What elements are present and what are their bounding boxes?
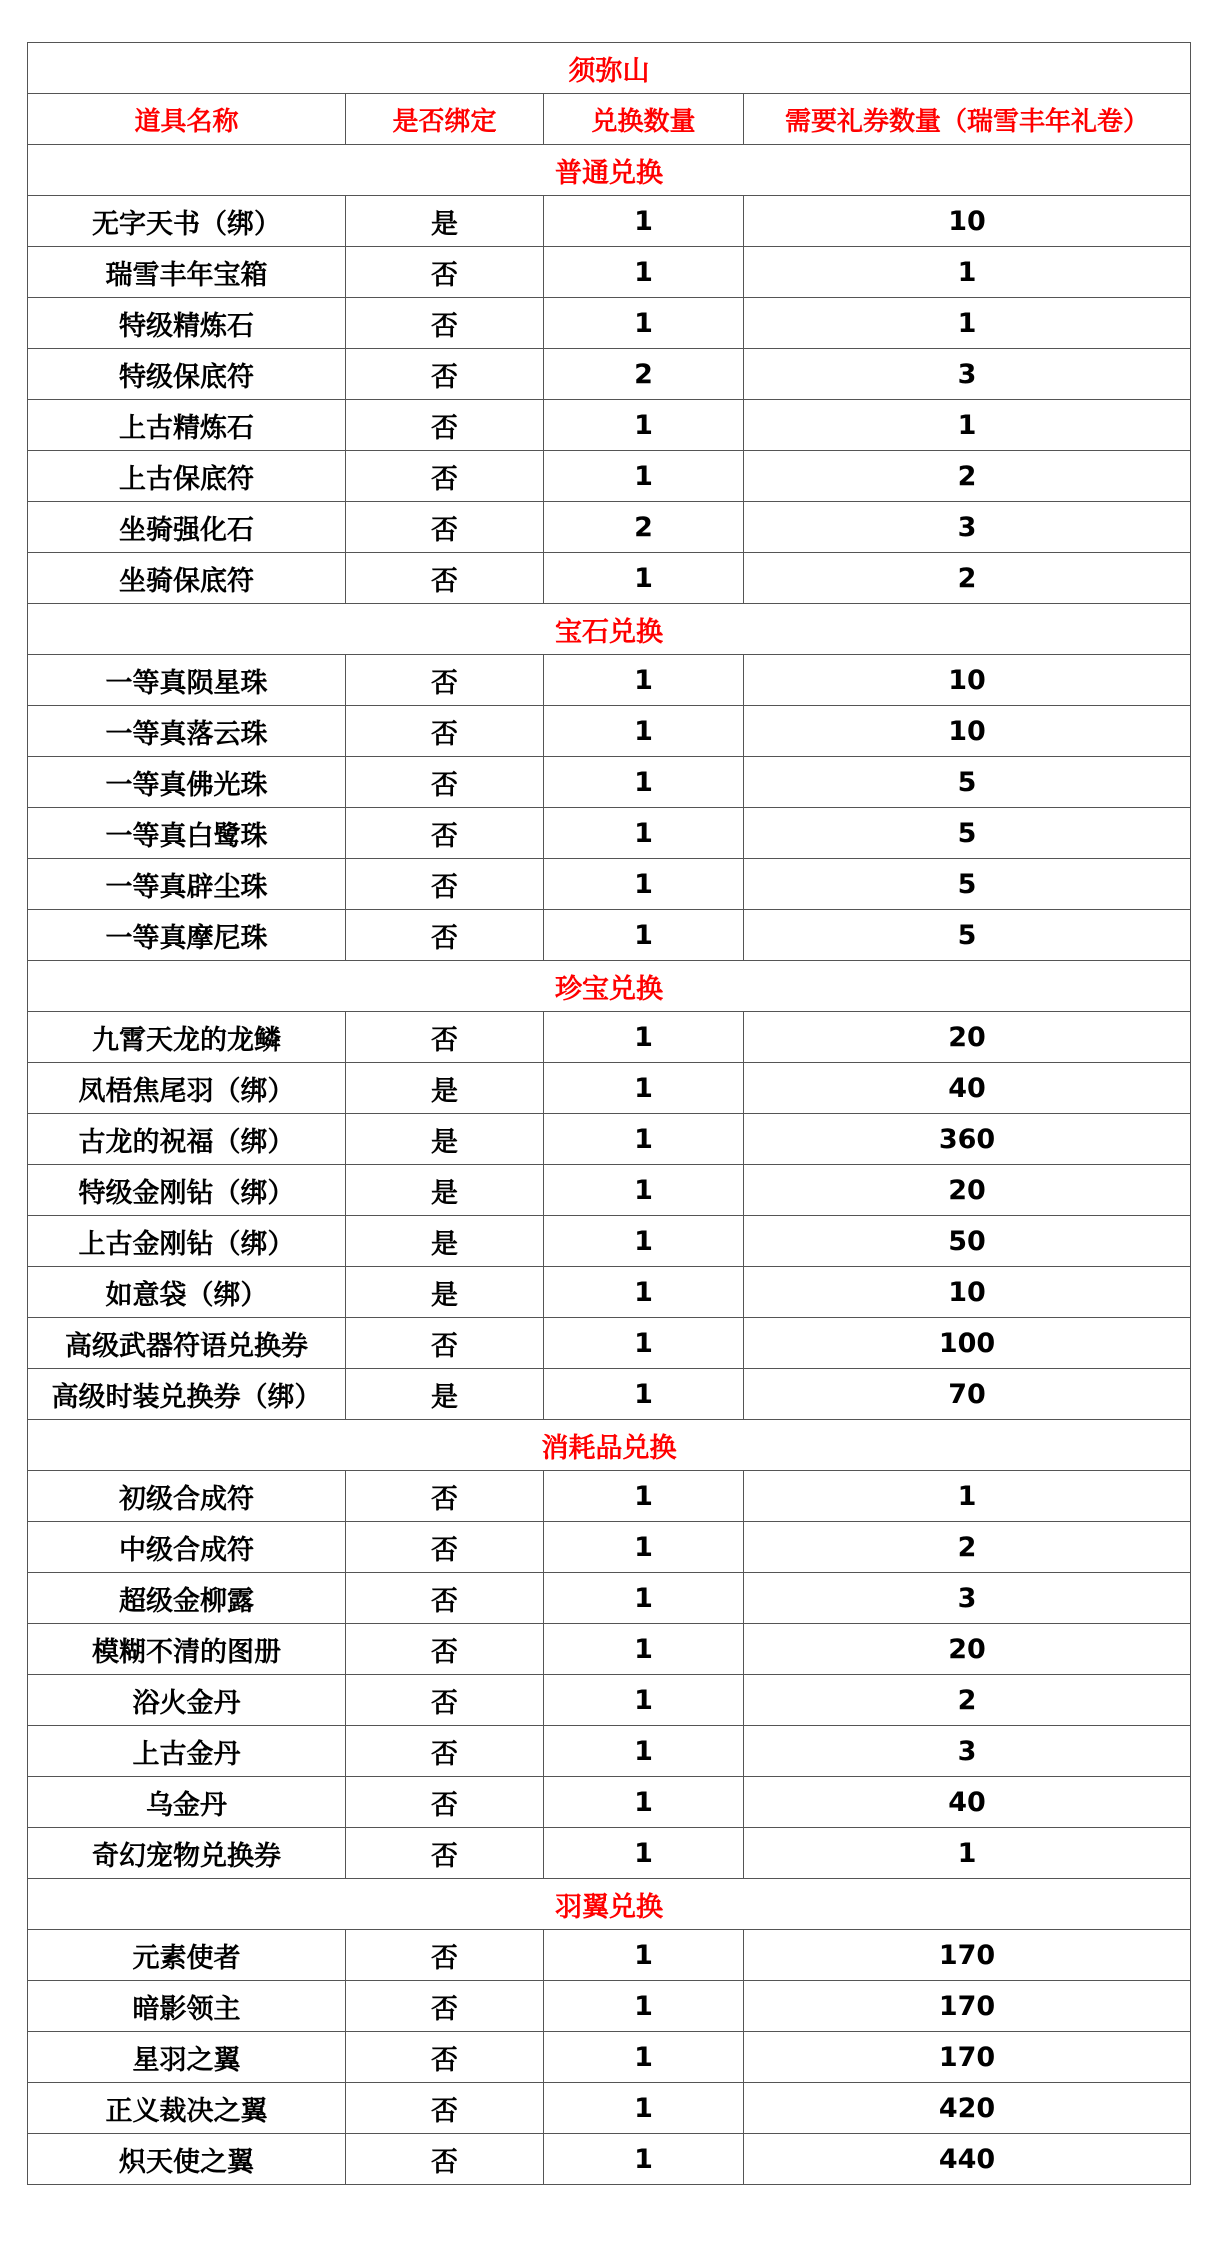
item-name: 高级时装兑换券（绑） — [28, 1369, 346, 1420]
item-name: 无字天书（绑） — [28, 196, 346, 247]
bound-flag: 否 — [346, 502, 544, 553]
bound-flag: 否 — [346, 553, 544, 604]
voucher-cost: 420 — [744, 2083, 1191, 2134]
table-row — [28, 1726, 1191, 1777]
bound-flag: 否 — [346, 1777, 544, 1828]
voucher-cost: 170 — [744, 2032, 1191, 2083]
table-row — [28, 706, 1191, 757]
bound-flag: 否 — [346, 1318, 544, 1369]
bound-flag: 否 — [346, 1828, 544, 1879]
bound-flag: 否 — [346, 1471, 544, 1522]
exchange-quantity: 2 — [544, 349, 744, 400]
bound-flag: 否 — [346, 2134, 544, 2185]
item-name: 坐骑强化石 — [28, 502, 346, 553]
header-voucher-cost: 需要礼券数量（瑞雪丰年礼卷） — [744, 94, 1191, 145]
section-title: 普通兑换 — [28, 145, 1191, 196]
exchange-quantity: 1 — [544, 1522, 744, 1573]
exchange-quantity: 1 — [544, 1675, 744, 1726]
voucher-cost: 3 — [744, 1726, 1191, 1777]
exchange-quantity: 1 — [544, 1726, 744, 1777]
table-row — [28, 2134, 1191, 2185]
item-name: 高级武器符语兑换券 — [28, 1318, 346, 1369]
table-row — [28, 1675, 1191, 1726]
table-row — [28, 2032, 1191, 2083]
title-row — [28, 43, 1191, 94]
bound-flag: 否 — [346, 1522, 544, 1573]
bound-flag: 否 — [346, 1624, 544, 1675]
table-row — [28, 349, 1191, 400]
item-name: 初级合成符 — [28, 1471, 346, 1522]
table-row — [28, 2083, 1191, 2134]
header-bound: 是否绑定 — [346, 94, 544, 145]
voucher-cost: 10 — [744, 1267, 1191, 1318]
table-row — [28, 553, 1191, 604]
voucher-cost: 1 — [744, 247, 1191, 298]
item-name: 超级金柳露 — [28, 1573, 346, 1624]
item-name: 上古保底符 — [28, 451, 346, 502]
table-row — [28, 1522, 1191, 1573]
section-row — [28, 1879, 1191, 1930]
bound-flag: 否 — [346, 1726, 544, 1777]
exchange-quantity: 1 — [544, 706, 744, 757]
table-row — [28, 1930, 1191, 1981]
item-name: 凤梧焦尾羽（绑） — [28, 1063, 346, 1114]
table-row — [28, 1114, 1191, 1165]
exchange-quantity: 1 — [544, 247, 744, 298]
section-title: 珍宝兑换 — [28, 961, 1191, 1012]
item-name: 浴火金丹 — [28, 1675, 346, 1726]
bound-flag: 是 — [346, 1165, 544, 1216]
item-name: 特级金刚钻（绑） — [28, 1165, 346, 1216]
voucher-cost: 1 — [744, 1471, 1191, 1522]
table-row — [28, 859, 1191, 910]
exchange-quantity: 1 — [544, 2032, 744, 2083]
voucher-cost: 3 — [744, 502, 1191, 553]
table-row — [28, 451, 1191, 502]
table-row — [28, 1573, 1191, 1624]
voucher-cost: 5 — [744, 757, 1191, 808]
table-row — [28, 910, 1191, 961]
voucher-cost: 1 — [744, 298, 1191, 349]
voucher-cost: 20 — [744, 1624, 1191, 1675]
voucher-cost: 170 — [744, 1930, 1191, 1981]
section-title: 宝石兑换 — [28, 604, 1191, 655]
item-name: 古龙的祝福（绑） — [28, 1114, 346, 1165]
section-row — [28, 145, 1191, 196]
item-name: 坐骑保底符 — [28, 553, 346, 604]
item-name: 特级精炼石 — [28, 298, 346, 349]
table-row — [28, 1981, 1191, 2032]
table-row — [28, 502, 1191, 553]
voucher-cost: 70 — [744, 1369, 1191, 1420]
exchange-quantity: 1 — [544, 1369, 744, 1420]
item-name: 乌金丹 — [28, 1777, 346, 1828]
voucher-cost: 40 — [744, 1777, 1191, 1828]
item-name: 一等真白鹭珠 — [28, 808, 346, 859]
bound-flag: 否 — [346, 400, 544, 451]
section-row — [28, 1420, 1191, 1471]
item-name: 中级合成符 — [28, 1522, 346, 1573]
exchange-quantity: 1 — [544, 1930, 744, 1981]
voucher-cost: 50 — [744, 1216, 1191, 1267]
table-row — [28, 1012, 1191, 1063]
voucher-cost: 2 — [744, 1522, 1191, 1573]
item-name: 上古金丹 — [28, 1726, 346, 1777]
table-row — [28, 1828, 1191, 1879]
bound-flag: 否 — [346, 757, 544, 808]
voucher-cost: 2 — [744, 553, 1191, 604]
exchange-quantity: 1 — [544, 2083, 744, 2134]
bound-flag: 否 — [346, 2083, 544, 2134]
table-row — [28, 1777, 1191, 1828]
voucher-cost: 1 — [744, 1828, 1191, 1879]
item-name: 正义裁决之翼 — [28, 2083, 346, 2134]
exchange-quantity: 1 — [544, 1828, 744, 1879]
table-row — [28, 247, 1191, 298]
item-name: 一等真摩尼珠 — [28, 910, 346, 961]
exchange-quantity: 1 — [544, 298, 744, 349]
table-row — [28, 1369, 1191, 1420]
table-row — [28, 1471, 1191, 1522]
exchange-quantity: 1 — [544, 1114, 744, 1165]
voucher-cost: 40 — [744, 1063, 1191, 1114]
voucher-cost: 20 — [744, 1012, 1191, 1063]
table-row — [28, 1063, 1191, 1114]
table-row — [28, 1165, 1191, 1216]
item-name: 奇幻宠物兑换券 — [28, 1828, 346, 1879]
bound-flag: 否 — [346, 451, 544, 502]
exchange-quantity: 1 — [544, 859, 744, 910]
bound-flag: 否 — [346, 1012, 544, 1063]
voucher-cost: 3 — [744, 349, 1191, 400]
header-row — [28, 94, 1191, 145]
item-name: 星羽之翼 — [28, 2032, 346, 2083]
item-name: 一等真佛光珠 — [28, 757, 346, 808]
exchange-table-body — [28, 43, 1191, 2185]
exchange-quantity: 1 — [544, 910, 744, 961]
exchange-quantity: 1 — [544, 1624, 744, 1675]
bound-flag: 否 — [346, 298, 544, 349]
voucher-cost: 10 — [744, 196, 1191, 247]
voucher-cost: 440 — [744, 2134, 1191, 2185]
table-row — [28, 1216, 1191, 1267]
voucher-cost: 20 — [744, 1165, 1191, 1216]
item-name: 元素使者 — [28, 1930, 346, 1981]
exchange-quantity: 1 — [544, 451, 744, 502]
exchange-quantity: 2 — [544, 502, 744, 553]
table-row — [28, 757, 1191, 808]
bound-flag: 是 — [346, 196, 544, 247]
exchange-quantity: 1 — [544, 757, 744, 808]
exchange-quantity: 1 — [544, 1267, 744, 1318]
bound-flag: 否 — [346, 1675, 544, 1726]
voucher-cost: 2 — [744, 1675, 1191, 1726]
item-name: 上古精炼石 — [28, 400, 346, 451]
exchange-quantity: 1 — [544, 1063, 744, 1114]
voucher-cost: 1 — [744, 400, 1191, 451]
exchange-quantity: 1 — [544, 1216, 744, 1267]
bound-flag: 否 — [346, 1573, 544, 1624]
bound-flag: 是 — [346, 1369, 544, 1420]
exchange-quantity: 1 — [544, 553, 744, 604]
bound-flag: 否 — [346, 247, 544, 298]
header-item-name: 道具名称 — [28, 94, 346, 145]
exchange-quantity: 1 — [544, 1318, 744, 1369]
exchange-quantity: 1 — [544, 1777, 744, 1828]
bound-flag: 否 — [346, 349, 544, 400]
item-name: 一等真落云珠 — [28, 706, 346, 757]
item-name: 瑞雪丰年宝箱 — [28, 247, 346, 298]
table-row — [28, 400, 1191, 451]
bound-flag: 否 — [346, 1981, 544, 2032]
voucher-cost: 5 — [744, 910, 1191, 961]
voucher-cost: 100 — [744, 1318, 1191, 1369]
bound-flag: 是 — [346, 1114, 544, 1165]
bound-flag: 是 — [346, 1216, 544, 1267]
bound-flag: 否 — [346, 2032, 544, 2083]
bound-flag: 否 — [346, 1930, 544, 1981]
item-name: 模糊不清的图册 — [28, 1624, 346, 1675]
item-name: 上古金刚钻（绑） — [28, 1216, 346, 1267]
item-name: 炽天使之翼 — [28, 2134, 346, 2185]
bound-flag: 否 — [346, 655, 544, 706]
exchange-quantity: 1 — [544, 400, 744, 451]
table-title: 须弥山 — [28, 43, 1191, 94]
item-name: 暗影领主 — [28, 1981, 346, 2032]
table-row — [28, 298, 1191, 349]
voucher-cost: 10 — [744, 655, 1191, 706]
section-title: 羽翼兑换 — [28, 1879, 1191, 1930]
voucher-cost: 2 — [744, 451, 1191, 502]
item-name: 如意袋（绑） — [28, 1267, 346, 1318]
voucher-cost: 3 — [744, 1573, 1191, 1624]
exchange-quantity: 1 — [544, 2134, 744, 2185]
bound-flag: 是 — [346, 1063, 544, 1114]
table-row — [28, 1267, 1191, 1318]
section-row — [28, 604, 1191, 655]
bound-flag: 否 — [346, 706, 544, 757]
exchange-quantity: 1 — [544, 1981, 744, 2032]
header-quantity: 兑换数量 — [544, 94, 744, 145]
item-name: 一等真辟尘珠 — [28, 859, 346, 910]
item-name: 一等真陨星珠 — [28, 655, 346, 706]
exchange-quantity: 1 — [544, 196, 744, 247]
voucher-cost: 360 — [744, 1114, 1191, 1165]
voucher-cost: 170 — [744, 1981, 1191, 2032]
exchange-quantity: 1 — [544, 655, 744, 706]
voucher-cost: 10 — [744, 706, 1191, 757]
exchange-quantity: 1 — [544, 808, 744, 859]
section-row — [28, 961, 1191, 1012]
exchange-table — [27, 42, 1191, 2185]
voucher-cost: 5 — [744, 859, 1191, 910]
exchange-quantity: 1 — [544, 1165, 744, 1216]
table-row — [28, 1318, 1191, 1369]
item-name: 特级保底符 — [28, 349, 346, 400]
voucher-cost: 5 — [744, 808, 1191, 859]
bound-flag: 是 — [346, 1267, 544, 1318]
table-row — [28, 196, 1191, 247]
exchange-quantity: 1 — [544, 1012, 744, 1063]
item-name: 九霄天龙的龙鳞 — [28, 1012, 346, 1063]
table-row — [28, 808, 1191, 859]
section-title: 消耗品兑换 — [28, 1420, 1191, 1471]
exchange-quantity: 1 — [544, 1573, 744, 1624]
bound-flag: 否 — [346, 910, 544, 961]
bound-flag: 否 — [346, 859, 544, 910]
exchange-quantity: 1 — [544, 1471, 744, 1522]
bound-flag: 否 — [346, 808, 544, 859]
table-row — [28, 1624, 1191, 1675]
table-row — [28, 655, 1191, 706]
